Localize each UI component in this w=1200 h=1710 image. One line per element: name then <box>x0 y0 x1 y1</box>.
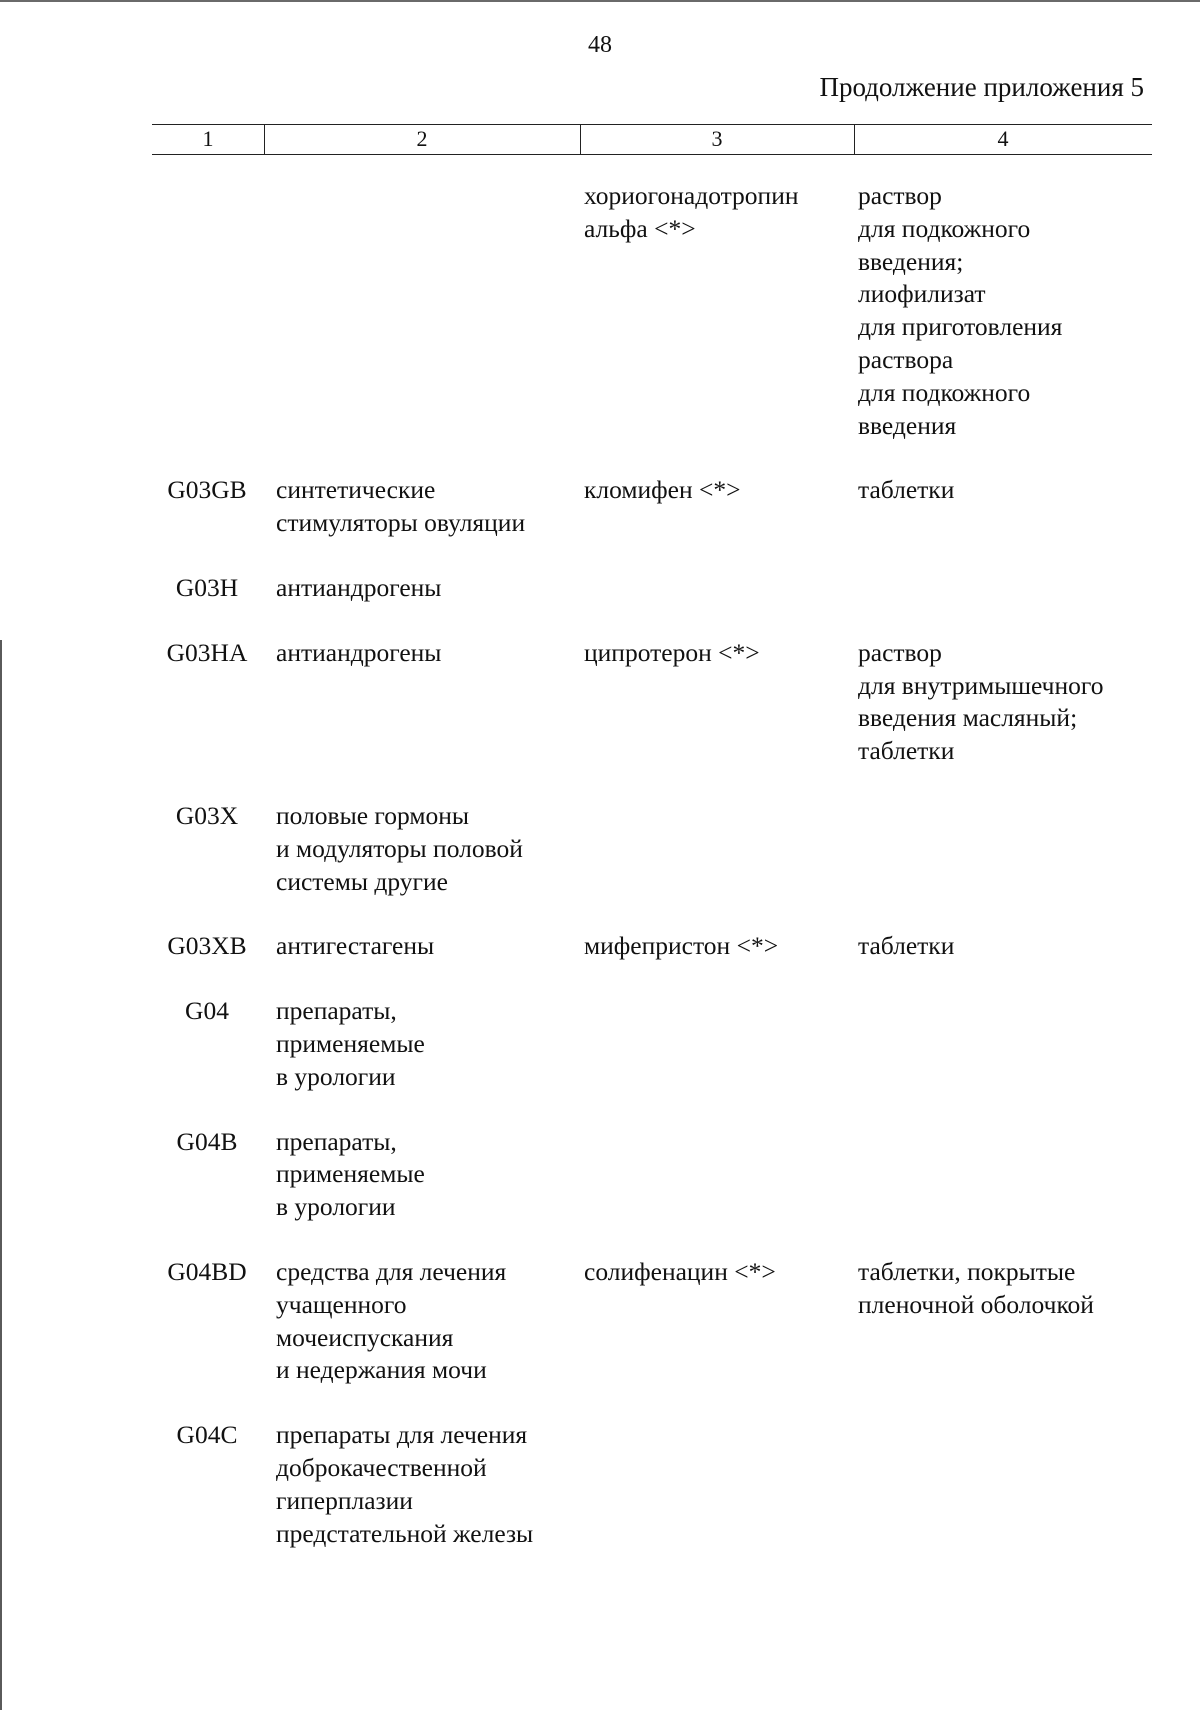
group-name: антиандрогены <box>276 637 442 667</box>
atc-code: G04C <box>176 1420 238 1450</box>
table-body <box>152 180 1152 1550</box>
table-row <box>152 1256 1152 1387</box>
column-header-3: 3 <box>711 126 723 151</box>
group-name: антигестагены <box>276 931 435 961</box>
dosage-form: таблетки <box>858 931 955 961</box>
drug-name: солифенацин <*> <box>584 1256 776 1286</box>
group-name: синтетические стимуляторы овуляции <box>276 475 526 538</box>
drug-name: хориогонадотропин альфа <*> <box>584 181 799 243</box>
table-header <box>152 124 1152 155</box>
table-row <box>152 637 1152 768</box>
dosage-form: раствор для подкожного введения; лиофилизат для приготовления раствора для подкожного введения <box>858 181 1063 440</box>
table-row <box>152 180 1152 442</box>
atc-code: G04BD <box>167 1256 247 1286</box>
group-name: препараты, применяемые в урологии <box>276 996 425 1091</box>
group-name: половые гормоны и модуляторы половой системы другие <box>276 800 523 896</box>
table-row <box>152 930 1152 963</box>
table-row <box>152 1419 1152 1550</box>
column-header-1: 1 <box>202 126 214 151</box>
atc-code: G03GB <box>167 475 247 505</box>
dosage-form: таблетки <box>858 475 955 505</box>
table-row <box>152 572 1152 605</box>
header-bottom-rule <box>152 154 1152 155</box>
header-top-rule <box>152 124 1152 125</box>
scan-left-edge <box>0 640 2 1710</box>
drug-name: кломифен <*> <box>584 475 741 505</box>
column-header-4: 4 <box>997 126 1009 151</box>
group-name: средства для лечения учащенного мочеиспускания и недержания мочи <box>276 1256 507 1385</box>
drug-name: мифепристон <*> <box>584 931 779 961</box>
table-row <box>152 1126 1152 1224</box>
table-row <box>152 474 1152 540</box>
column-header-2: 2 <box>416 126 428 151</box>
dosage-form: таблетки, покрытые пленочной оболочкой <box>858 1256 1094 1319</box>
drug-name: ципротерон <*> <box>584 637 760 667</box>
dosage-form: раствор для внутримышечного введения масляный; таблетки <box>858 637 1104 766</box>
atc-code: G03HA <box>166 637 248 667</box>
atc-code: G03XB <box>167 931 247 961</box>
atc-code: G03H <box>175 572 239 602</box>
atc-code: G04 <box>185 996 229 1026</box>
page-number: 48 <box>588 32 612 58</box>
scan-edge <box>0 0 1200 2</box>
atc-code: G04B <box>176 1126 238 1156</box>
continuation-label: Продолжение приложения 5 <box>819 72 1144 102</box>
table-row <box>152 995 1152 1093</box>
table-row <box>152 800 1152 898</box>
atc-code: G03X <box>175 800 239 830</box>
group-name: препараты, применяемые в урологии <box>276 1126 425 1222</box>
group-name: препараты для лечения доброкачественной гиперплазии предстательной железы <box>276 1420 534 1548</box>
group-name: антиандрогены <box>276 572 442 602</box>
